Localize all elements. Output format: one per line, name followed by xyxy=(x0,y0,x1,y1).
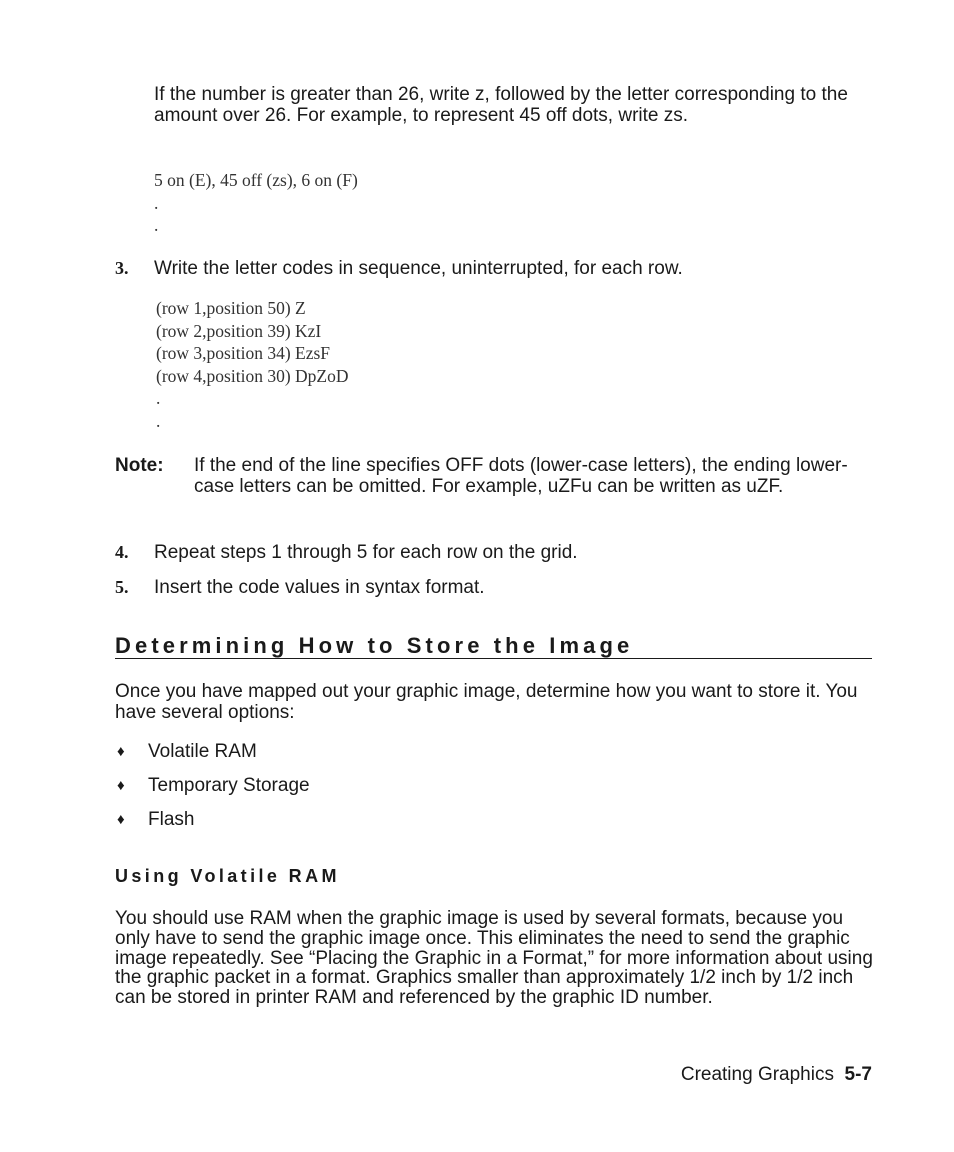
list-item-label: Temporary Storage xyxy=(148,775,310,796)
diamond-bullet-icon: ♦ xyxy=(117,811,125,828)
heading-rule xyxy=(115,658,872,659)
subsection-heading: Using Volatile RAM xyxy=(115,866,340,886)
note-text: If the end of the line specifies OFF dots (lower-case letters), the ending lower-case letters can be omitted. For example, uZFu can be written as uZF. xyxy=(194,455,848,497)
step-text: Write the letter codes in sequence, uninterrupted, for each row. xyxy=(154,258,683,279)
note-label: Note: xyxy=(115,455,164,476)
code-line: (row 3,position 34) EzsF xyxy=(156,343,331,363)
code-line: (row 1,position 50) Z xyxy=(156,298,306,318)
diamond-bullet-icon: ♦ xyxy=(117,743,125,760)
code-line: 5 on (E), 45 off (zs), 6 on (F) xyxy=(154,170,358,190)
code-example-2 xyxy=(156,297,348,432)
footer-page-number: 5-7 xyxy=(844,1064,872,1085)
list-item-label: Flash xyxy=(148,809,195,830)
step-number: 5. xyxy=(115,577,129,597)
code-line: (row 4,position 30) DpZoD xyxy=(156,365,349,386)
step-number: 3. xyxy=(115,258,129,278)
section-paragraph: Once you have mapped out your graphic image, determine how you want to store it. You have several options: xyxy=(115,681,858,723)
code-ellipsis-dot: . xyxy=(154,215,159,235)
subsection-paragraph: You should use RAM when the graphic image is used by several formats, because you only have to send the graphic image once. This eliminates the need to send the graphic image repeatedly. See “Placing the Graphic in a Format,” for more information about using the graphic packet in a format. Graphics smaller than approximately 1/2 inch by 1/2 inch can be stored in printer RAM and referenced by the graphic ID number. xyxy=(115,908,873,1009)
footer-chapter: Creating Graphics xyxy=(680,1064,834,1085)
step-number: 4. xyxy=(115,542,129,562)
step-text: Insert the code values in syntax format. xyxy=(154,577,485,598)
page-footer xyxy=(681,1064,872,1086)
code-ellipsis-dot: . xyxy=(156,410,161,431)
code-ellipsis-dot: . xyxy=(156,388,161,408)
section-heading: Determining How to Store the Image xyxy=(115,633,634,658)
code-example-1 xyxy=(154,169,358,237)
step-text: Repeat steps 1 through 5 for each row on the grid. xyxy=(154,542,578,563)
code-line: (row 2,position 39) KzI xyxy=(156,320,322,341)
diamond-bullet-icon: ♦ xyxy=(117,777,125,794)
list-item-label: Volatile RAM xyxy=(148,741,257,762)
code-ellipsis-dot: . xyxy=(154,192,159,213)
intro-paragraph: If the number is greater than 26, write z, followed by the letter corresponding to the amount over 26. For example, to represent 45 off dots, write zs. xyxy=(154,84,848,126)
